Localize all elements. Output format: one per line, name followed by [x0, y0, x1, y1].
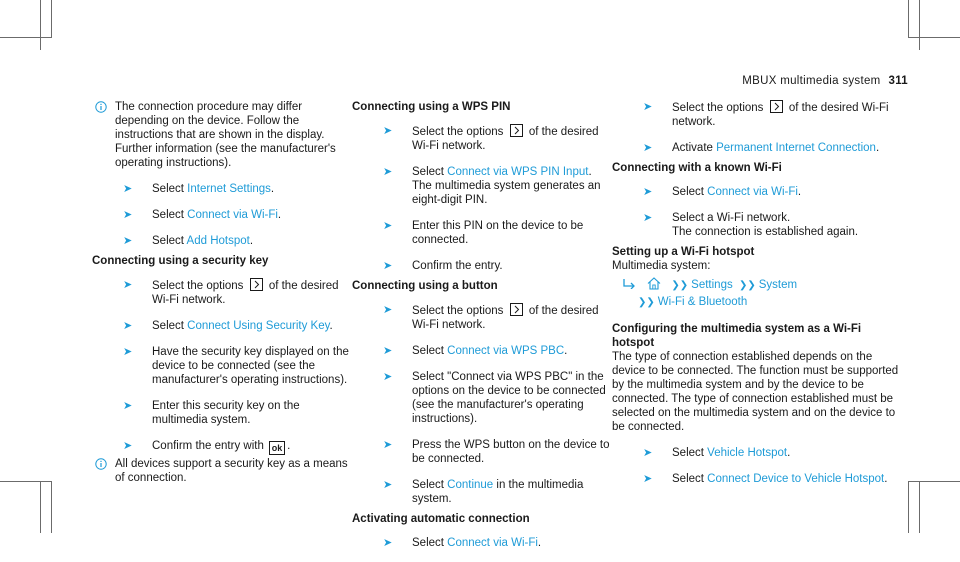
step-arrow-icon: ➤ [383, 537, 393, 549]
column-right [612, 100, 902, 498]
config-text: The type of connection established depends on the device to be connected. The function must be supported by the multimedia system and by the device to be connected. The type of connection established must be selected on the multimedia system and on the device to be connected. [612, 351, 899, 433]
link-connect-security-key[interactable]: Connect Using Security Key [187, 320, 330, 332]
step-arrow-icon: ➤ [643, 447, 653, 459]
step-arrow-icon: ➤ [643, 142, 653, 154]
step-connect-security-key: ➤ Select Connect Using Security Key. [123, 320, 333, 332]
link-connect-via-wifi[interactable]: Connect via Wi-Fi [447, 537, 538, 549]
step-connect-wifi: ➤ Select Connect via Wi-Fi. [123, 209, 282, 221]
step-auto-connect: ➤ Select Connect via Wi-Fi. [383, 537, 542, 549]
link-connect-via-wifi[interactable]: Connect via Wi-Fi [187, 209, 278, 221]
header-title: MBUX multimedia system [742, 75, 881, 87]
known-result: The connection is established again. [672, 226, 859, 238]
options-arrow-icon [770, 100, 783, 113]
step-wps-pbc: ➤ Select Connect via WPS PBC. [383, 345, 568, 357]
crop-mark [908, 37, 960, 38]
step-select-options: ➤ Select the options of the desired Wi-Fi network. [123, 279, 339, 306]
step-internet-settings: ➤ Select Internet Settings. [123, 183, 275, 195]
options-arrow-icon [510, 303, 523, 316]
link-connect-device-vehicle-hotspot[interactable]: Connect Device to Vehicle Hotspot [707, 473, 885, 485]
info-note [92, 100, 354, 170]
link-wps-pin-input[interactable]: Connect via WPS PIN Input [447, 166, 589, 178]
step-arrow-icon: ➤ [123, 320, 133, 332]
info-note [92, 457, 354, 485]
chevron-double-icon: ❯❯ [671, 280, 689, 291]
path-settings[interactable]: Settings [691, 279, 733, 291]
heading-config-hotspot: Configuring the multimedia system as a Wi-Fi hotspot [612, 323, 862, 349]
step-arrow-icon: ➤ [383, 304, 393, 316]
heading-wps-pin: Connecting using a WPS PIN [352, 101, 511, 113]
column-left [92, 100, 354, 485]
step-enter-key: ➤ Enter this security key on the multimedia system. [123, 400, 300, 426]
note-text: All devices support a security key as a means of connection. [115, 458, 348, 484]
crop-mark [919, 0, 920, 50]
heading-button: Connecting using a button [352, 280, 498, 292]
crop-mark [908, 482, 909, 533]
step-pbc-device: ➤ Select "Connect via WPS PBC" in the options on the device to be connected (see the manufacturer's operating instructions). [383, 371, 606, 425]
step-arrow-icon: ➤ [123, 209, 133, 221]
step-arrow-icon: ➤ [123, 279, 133, 291]
path-hook-icon [622, 279, 638, 289]
link-internet-settings[interactable]: Internet Settings [187, 183, 271, 195]
step-confirm-ok: ➤ Confirm the entry with ok . [123, 440, 291, 453]
link-vehicle-hotspot[interactable]: Vehicle Hotspot [707, 447, 788, 459]
info-icon [95, 101, 107, 113]
crop-mark [0, 37, 52, 38]
heading-security-key: Connecting using a security key [92, 255, 269, 267]
heading-wifi-hotspot: Setting up a Wi-Fi hotspot [612, 246, 755, 258]
crop-mark [919, 482, 920, 533]
step-arrow-icon: ➤ [123, 400, 133, 412]
crop-mark [51, 0, 52, 38]
step-arrow-icon: ➤ [383, 125, 393, 137]
ok-button-icon: ok [269, 441, 285, 455]
crop-mark [908, 481, 960, 482]
step-arrow-icon: ➤ [123, 346, 133, 358]
home-icon[interactable] [647, 277, 661, 290]
step-vehicle-hotspot: ➤ Select Vehicle Hotspot. [643, 447, 791, 459]
step-arrow-icon: ➤ [123, 183, 133, 195]
path-label: Multimedia system: [612, 260, 711, 272]
path-wifi-bluetooth[interactable]: Wi-Fi & Bluetooth [657, 296, 748, 308]
crop-mark [40, 482, 41, 533]
step-wps-pin-input: ➤ Select Connect via WPS PIN Input. The multimedia system generates an eight-digit PIN. [383, 166, 601, 206]
options-arrow-icon [250, 278, 263, 291]
step-arrow-icon: ➤ [383, 166, 393, 178]
chevron-double-icon: ❯❯ [638, 297, 655, 308]
step-arrow-icon: ➤ [383, 345, 393, 357]
step-arrow-icon: ➤ [643, 473, 653, 485]
chevron-double-icon: ❯❯ [738, 280, 756, 291]
step-arrow-icon: ➤ [643, 186, 653, 198]
step-enter-pin: ➤ Enter this PIN on the device to be connected. [383, 220, 584, 246]
crop-mark [40, 0, 41, 50]
step-arrow-icon: ➤ [383, 260, 393, 272]
step-confirm-entry: ➤ Confirm the entry. [383, 260, 503, 272]
step-arrow-icon: ➤ [643, 212, 653, 224]
step-display-key: ➤ Have the security key displayed on the device to be connected (see the manufacturer's operating instructions). [123, 346, 349, 386]
page-header [742, 74, 908, 88]
link-add-hotspot[interactable]: Add Hotspot [186, 235, 250, 247]
step-press-wps: ➤ Press the WPS button on the device to be connected. [383, 439, 610, 465]
heading-known-wifi: Connecting with a known Wi-Fi [612, 162, 782, 174]
column-middle [352, 100, 614, 562]
link-continue[interactable]: Continue [447, 479, 494, 491]
step-arrow-icon: ➤ [643, 101, 653, 113]
step-continue: ➤ Select Continue in the multimedia system. [383, 479, 584, 505]
link-wps-pbc[interactable]: Connect via WPS PBC [447, 345, 565, 357]
step-select-options: ➤ Select the options of the desired Wi-Fi network. [383, 125, 599, 152]
info-icon [95, 458, 107, 470]
step-permanent-connection: ➤ Activate Permanent Internet Connection. [643, 142, 880, 154]
options-arrow-icon [510, 124, 523, 137]
step-arrow-icon: ➤ [123, 235, 133, 247]
step-connect-device-hotspot: ➤ Select Connect Device to Vehicle Hotspot. [643, 473, 888, 485]
step-known-select: ➤ Select a Wi-Fi network. The connection is established again. [643, 212, 859, 238]
path-system[interactable]: System [758, 279, 798, 291]
crop-mark [908, 0, 909, 38]
crop-mark [0, 481, 52, 482]
page-number: 311 [888, 75, 908, 87]
step-known-connect: ➤ Select Connect via Wi-Fi. [643, 186, 802, 198]
step-select-options: ➤ Select the options of the desired Wi-Fi network. [383, 304, 599, 331]
note-text: The connection procedure may differ depending on the device. Follow the instructions that are shown in the display. Further information (see the manufacturer's operating instructions). [115, 101, 336, 169]
heading-auto-connection: Activating automatic connection [352, 513, 530, 525]
step-arrow-icon: ➤ [123, 440, 133, 452]
step-add-hotspot: ➤ Select Add Hotspot. [123, 235, 254, 247]
step-arrow-icon: ➤ [383, 479, 393, 491]
menu-path [612, 277, 902, 310]
step-select-options: ➤ Select the options of the desired Wi-Fi network. [643, 101, 889, 128]
crop-mark [51, 482, 52, 533]
pin-result: The multimedia system generates an eight-digit PIN. [412, 180, 601, 206]
link-connect-via-wifi[interactable]: Connect via Wi-Fi [707, 186, 798, 198]
step-arrow-icon: ➤ [383, 439, 393, 451]
link-permanent-internet-connection[interactable]: Permanent Internet Connection [716, 142, 876, 154]
step-arrow-icon: ➤ [383, 371, 393, 383]
step-arrow-icon: ➤ [383, 220, 393, 232]
